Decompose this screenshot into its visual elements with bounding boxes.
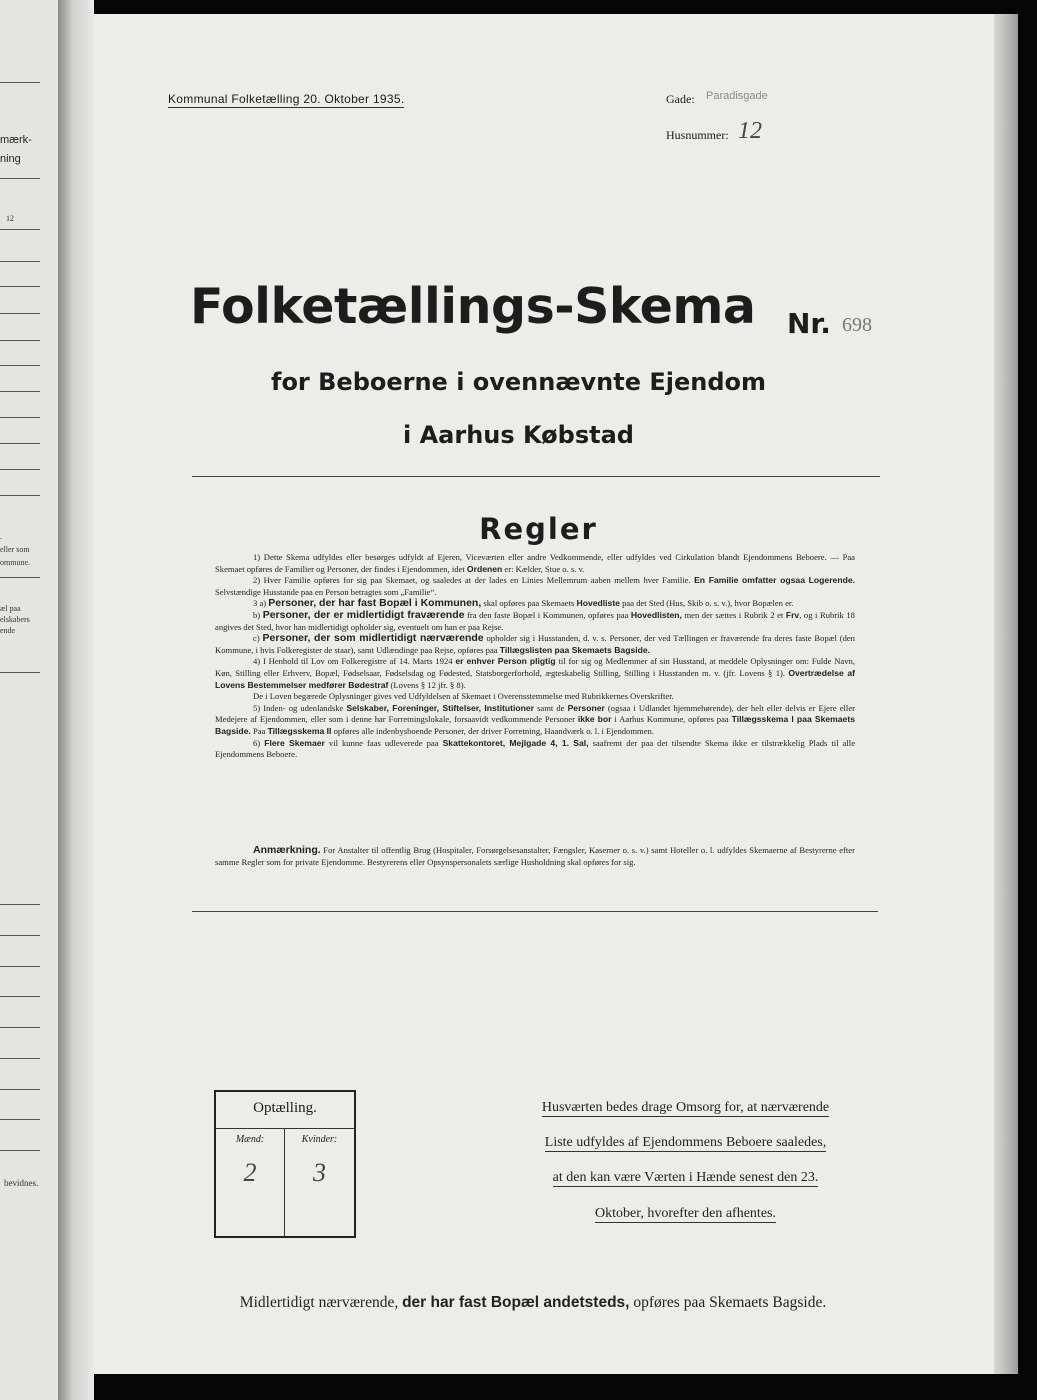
left-text: mærk- (0, 134, 32, 146)
kvinder-label: Kvinder: (301, 1134, 338, 1145)
title-divider (192, 476, 880, 477)
left-rule (0, 313, 40, 314)
husvaert-line: at den kan være Værten i Hænde senest den 23. (552, 1170, 819, 1185)
left-text: æl paa (0, 604, 21, 613)
rule-3c: c) Personer, der som midlertidigt nærværende opholder sig i Husstanden, d. v. s. Personer, der ved Tællingen er fraværende fra deres faste Bopæl (den Kommune, i hvis Folkeregister de staar), samt Udlændinge paa Rejse, opføres paa Tillægslisten paa Skemaets Bagside. (215, 632, 855, 655)
husnummer-label: Husnummer: (666, 128, 729, 142)
left-rule (0, 1119, 40, 1120)
husvaert-line: Liste udfyldes af Ejendommens Beboere saaledes, (544, 1135, 827, 1150)
left-rule (0, 672, 40, 673)
left-rule (0, 82, 40, 83)
left-text: 12 (6, 214, 14, 223)
left-rule (0, 417, 40, 418)
subtitle-line2: i Aarhus Købstad (403, 421, 634, 449)
census-title: Kommunal Folketælling 20. Oktober 1935. (168, 92, 405, 106)
left-rule (0, 495, 40, 496)
maend-label: Mænd: (235, 1134, 265, 1145)
optaelling-title: Optælling. (253, 1100, 317, 1116)
left-rule (0, 178, 40, 179)
left-rule (0, 365, 40, 366)
left-rule (0, 1058, 40, 1059)
anmaerkning (215, 845, 855, 868)
left-text: . (0, 532, 2, 541)
page-edge (994, 14, 1018, 1374)
left-text: ommune. (0, 558, 30, 567)
maend-value: 2 (243, 1158, 257, 1187)
left-text: ende (0, 626, 16, 635)
rule-4: 4) I Henhold til Lov om Folkeregistre af 14. Marts 1924 er enhver Person pligtig til for sig og Medlemmer af sin Husstand, at meddele Oplysninger om: Fulde Navn, Køn, Stilling eller Erhverv, Bopæl, Fødselsaar, Fødselsdag og Fødested, Statsborgerforhold, ægteskabelig Stilling, Stilling i Husstanden m. v. (jfr. Lovens § 1). Overtrædelse af Lovens Bestemmelser medfører Bødestraf (Lovens § 12 jfr. § 8). (215, 656, 855, 690)
regler-heading: Regler (479, 512, 598, 546)
form-title: Folketællings-Skema (190, 278, 756, 335)
left-text: ning (0, 153, 21, 165)
nr-label: Nr. (787, 307, 831, 340)
left-text: bevidnes. (4, 1178, 39, 1188)
left-rule (0, 1089, 40, 1090)
left-text: eller som (0, 545, 30, 554)
left-page-fragment (0, 0, 58, 1400)
rule-5: 5) Inden- og udenlandske Selskaber, Foreninger, Stiftelser, Institutioner samt de Personer (ogsaa i Udlandet hjemmehørende), der helt eller delvis er Ejere eller Medejere af Ejendommen, eller som i denne har Forretningslokale, forsaavidt vedkommende Personer ikke bor i Aarhus Kommune, opføres paa Tillægsskema I paa Skemaets Bagside. Paa Tillægsskema II opføres alle indenbysboende Personer, der driver Forretning, Haandværk o. l. i Ejendommen. (215, 702, 855, 736)
anmaerkning-text: For Anstalter til offentlig Brug (Hospitaler, Forsørgelsesanstalter, Fængsler, Kaserner o. s. v.) samt Hoteller o. l. udfyldes Skemaerne af Bestyrerne efter samme Regler som for private Ejendomme. Bestyrerens eller Opsynspersonalets særlige Husholdning skal opføres for sig. (215, 845, 855, 867)
left-text: elskabers (0, 615, 30, 624)
left-rule (0, 261, 40, 262)
left-rule (0, 966, 40, 967)
left-rule (0, 229, 40, 230)
left-rule (0, 1027, 40, 1028)
regler-text (215, 552, 855, 761)
left-rule (0, 1150, 40, 1151)
rule-1: 1) Dette Skema udfyldes eller besørges udfyldt af Ejeren, Viceværten eller andre Vedkommende, eller udfyldes ved Cirkulation blandt Ejendommens Beboere. — Paa Skemaet opføres de Familier og Personer, der findes i Ejendommen, idet Ordenen er: Kælder, Stue o. s. v. (215, 552, 855, 574)
book-spine (58, 0, 94, 1400)
rule-3b: b) Personer, der er midlertidigt fraværende fra den faste Bopæl i Kommunen, opføres paa Hovedlisten, men der sættes i Rubrik 2 et Frv, og i Rubrik 18 angives det Sted, hvor han midlertidigt opholder sig, eventuelt om han er paa Rejse. (215, 608, 855, 632)
box-divider (216, 1128, 354, 1129)
left-rule (0, 904, 40, 905)
husnummer-value: 12 (738, 118, 762, 144)
rule-6: 6) Flere Skemaer vil kunne faas udleverede paa Skattekontoret, Mejlgade 4, 1. Sal, saafremt der paa det tilsendte Skema ikke er tilstrækkelig Plads til alle Ejendommens Beboere. (215, 737, 856, 760)
nr-value: 698 (842, 314, 872, 336)
husvaert-line: Husværten bedes drage Omsorg for, at nærværende (541, 1100, 830, 1115)
left-rule (0, 935, 40, 936)
left-rule (0, 340, 40, 341)
anmaerkning-label: Anmærkning. (253, 844, 321, 856)
optaelling-box (214, 1090, 356, 1238)
gade-label: Gade: (666, 92, 695, 106)
gade-value: Paradisgade (706, 90, 768, 102)
husvaert-line: Oktober, hvorefter den afhentes. (595, 1206, 776, 1221)
kvinder-value: 3 (313, 1158, 326, 1187)
left-rule (0, 469, 40, 470)
left-rule (0, 286, 40, 287)
left-rule (0, 577, 40, 578)
subtitle-line1: for Beboerne i ovennævnte Ejendom (271, 368, 766, 396)
rule-2: 2) Hver Familie opføres for sig paa Skemaet, og saaledes at der lades en Linies Mellemrum aaben mellem hver Familie. En Familie omfatter ogsaa Logerende. Selvstændige Husstande paa en Person betragtes som „Familie“. (215, 575, 855, 597)
rule-3a: 3 a) Personer, der har fast Bopæl i Kommunen, skal opføres paa Skemaets Hovedliste paa det Sted (Hus, Skib o. s. v.), hvor Bopælen er. (253, 597, 794, 610)
rules-divider (192, 911, 878, 912)
left-rule (0, 996, 40, 997)
footer-note: Midlertidigt nærværende, der har fast Bopæl andetsteds, opføres paa Skemaets Bagside. (239, 1294, 827, 1311)
rule-4-note: De i Loven begærede Oplysninger gives ved Udfyldelsen af Skemaet i Overensstemmelse med Rubrikkernes Overskrifter. (253, 691, 674, 702)
